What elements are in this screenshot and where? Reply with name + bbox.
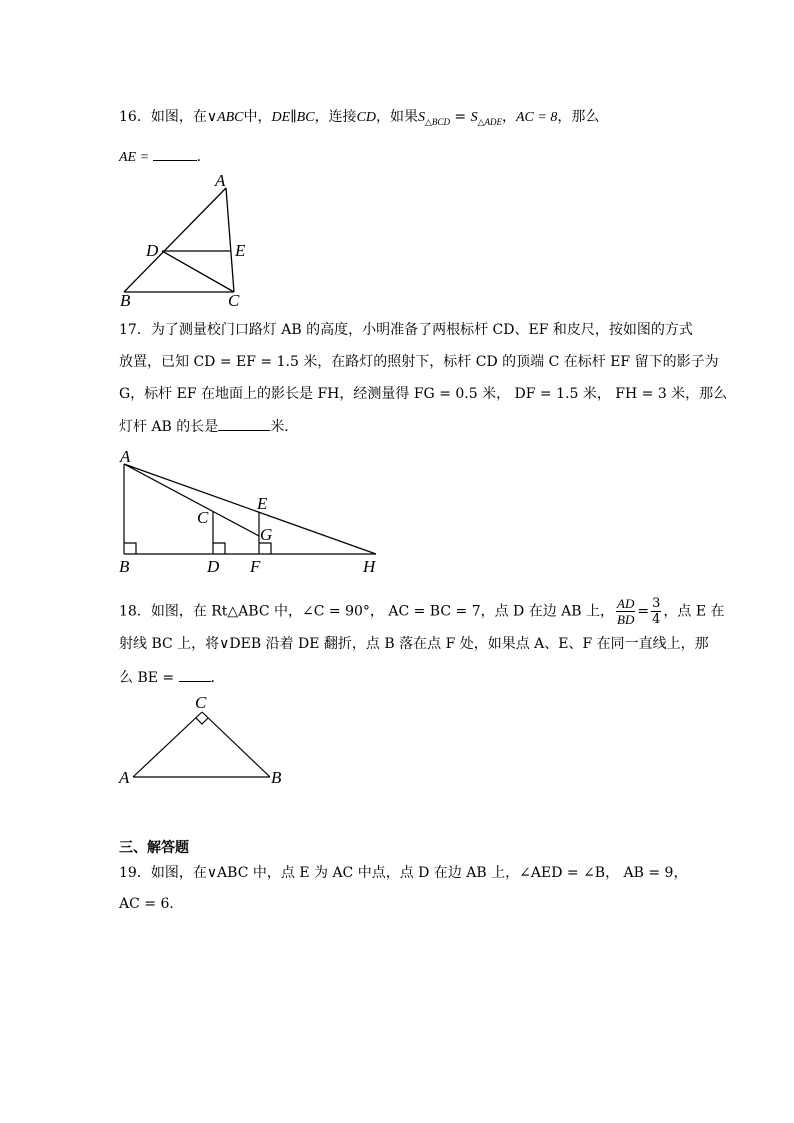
fraction-ad-bd: $\frac{AD}{BD}$ [617,596,635,627]
label-E: E [235,241,246,260]
q17-line2: 放置，已知 CD = EF = 1.5 米，在路灯的照射下，标杆 CD 的顶端 C 在标杆 EF 留下的影子为 [119,354,719,370]
label-B: B [271,768,282,787]
q18-line1: 18．如图，在 Rt△ABC 中，∠C = 90°， AC = BC = 7，点 D 在边 AB 上， $\frac{AD}{BD}$ = $\frac{3}{4}$ ，点 E 在 [119,596,725,627]
label-A: A [215,171,226,190]
q18-line3: 么 BE = ． [119,667,225,687]
label-C: C [228,291,240,310]
q17-line1: 17．为了测量校门口路灯 AB 的高度，小明准备了两根标杆 CD、EF 和皮尺，按如图的方式 [119,322,693,338]
q16-line2: AE = ． [119,146,211,167]
label-A: A [119,768,130,787]
label-C: C [195,693,207,712]
q19-line1: 19．如图，在∨ABC 中，点 E 为 AC 中点，点 D 在边 AB 上，∠AED = ∠B， AB = 9， [119,865,688,881]
fraction-3-4: $\frac{3}{4}$ [652,596,661,627]
label-H: H [363,557,376,576]
label-D: D [207,557,220,576]
label-B: B [120,291,131,310]
label-C: C [197,508,209,527]
label-E: E [257,494,268,513]
label-G: G [260,525,273,544]
section-heading: 三、解答题 [119,840,189,856]
q17-line3: G，标杆 EF 在地面上的影长是 FH，经测量得 FG = 0.5 米， DF = 1.5 米， FH = 3 米，那么 [119,386,728,402]
q19-line2: AC = 6． [119,896,184,912]
q17-line4: 灯杆 AB 的长是 米． [119,416,298,436]
q18-line2: 射线 BC 上，将∨DEB 沿着 DE 翻折，点 B 落在点 F 处，如果点 A、E、F 在同一直线上，那 [119,636,709,652]
label-B: B [119,557,130,576]
q16-line1: 16．如图，在∨ABC中，DE∥BC，连接CD，如果$S_{\triangle BCD} = S_{\triangle ADE}$，AC = 8，那么 [119,109,600,127]
label-D: D [146,241,159,260]
label-F: F [250,557,261,576]
label-A: A [120,447,131,466]
